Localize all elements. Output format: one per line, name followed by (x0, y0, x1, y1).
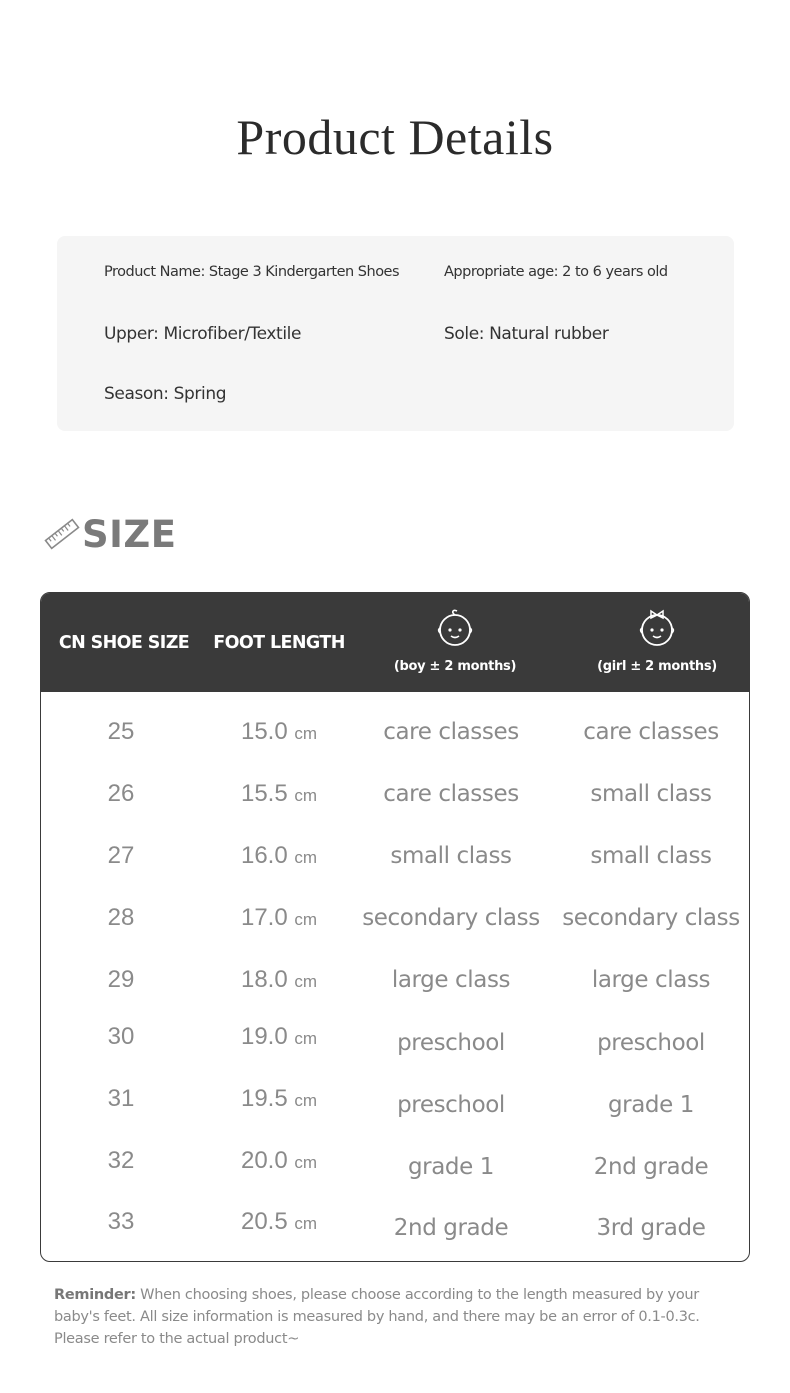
cell-length (201, 1191, 357, 1253)
cell-girl-class: small class (590, 781, 712, 807)
reminder-note (54, 1284, 744, 1350)
length-value: 15.0 (240, 718, 288, 745)
cell-length (201, 1006, 357, 1068)
cell-length (201, 701, 357, 763)
sole-material: Sole: Natural rubber (444, 324, 609, 344)
reminder-label: Reminder: (54, 1287, 136, 1303)
cell-boy-class: preschool (397, 1092, 505, 1118)
length-unit: cm (294, 1029, 318, 1048)
table-row (41, 1006, 749, 1068)
cell-size: 28 (107, 904, 135, 931)
cell-length (201, 1068, 357, 1130)
cell-girl-class: small class (590, 843, 712, 869)
size-title: SIZE (82, 512, 177, 556)
header-foot-length: FOOT LENGTH (213, 632, 345, 653)
cell-girl-class: 2nd grade (593, 1154, 709, 1180)
cell-size: 33 (107, 1208, 135, 1235)
cell-length (201, 887, 357, 949)
length-unit: cm (294, 972, 318, 991)
length-unit: cm (294, 910, 318, 929)
cell-size: 26 (107, 780, 135, 807)
length-unit: cm (294, 848, 318, 867)
cell-size: 30 (107, 1023, 135, 1050)
length-value: 20.0 (240, 1147, 288, 1174)
cell-boy-class: secondary class (362, 905, 540, 931)
cell-boy-class: preschool (397, 1030, 505, 1056)
length-value: 16.0 (240, 842, 288, 869)
length-unit: cm (294, 1214, 318, 1233)
girl-age-note: (girl ± 2 months) (597, 659, 717, 674)
baby-girl-icon (637, 609, 677, 649)
cell-boy-class: care classes (383, 781, 519, 807)
product-name: Product Name: Stage 3 Kindergarten Shoes (104, 264, 400, 280)
table-row (41, 887, 749, 949)
cell-boy-class: small class (390, 843, 512, 869)
header-girl (553, 593, 750, 692)
cell-size: 31 (107, 1085, 135, 1112)
cell-length (201, 763, 357, 825)
table-row (41, 949, 749, 1011)
cell-size: 32 (107, 1147, 135, 1174)
cell-size: 29 (107, 966, 135, 993)
size-chart-table (40, 592, 750, 1262)
page-title: Product Details (236, 109, 554, 165)
table-row (41, 825, 749, 887)
cell-boy-class: 2nd grade (393, 1215, 509, 1241)
cell-girl-class: grade 1 (607, 1092, 695, 1118)
cell-length (201, 1130, 357, 1192)
length-unit: cm (294, 786, 318, 805)
length-unit: cm (294, 1153, 318, 1172)
cell-girl-class: large class (591, 967, 711, 993)
table-row (41, 701, 749, 763)
appropriate-age: Appropriate age: 2 to 6 years old (444, 264, 668, 280)
product-details-panel (57, 236, 734, 431)
length-value: 18.0 (240, 966, 288, 993)
cell-boy-class: care classes (383, 719, 519, 745)
table-header (41, 593, 749, 692)
cell-girl-class: 3rd grade (596, 1215, 706, 1241)
cell-girl-class: care classes (583, 719, 719, 745)
length-value: 19.0 (240, 1023, 288, 1050)
reminder-text: When choosing shoes, please choose according to the length measured by your baby's feet. All size information is measured by hand, and there may be an error of 0.1-0.3c. Please refer to the actual product~ (54, 1287, 700, 1347)
upper-material: Upper: Microfiber/Textile (104, 324, 302, 344)
cell-girl-class: secondary class (562, 905, 740, 931)
size-heading (44, 512, 177, 556)
cell-girl-class: preschool (597, 1030, 705, 1056)
cell-boy-class: grade 1 (407, 1154, 495, 1180)
cell-size: 27 (107, 842, 135, 869)
length-value: 20.5 (240, 1208, 288, 1235)
ruler-icon (44, 516, 80, 552)
table-row (41, 1068, 749, 1130)
table-row (41, 1130, 749, 1192)
header-cn-shoe-size: CN SHOE SIZE (58, 632, 190, 653)
length-value: 17.0 (240, 904, 288, 931)
length-unit: cm (294, 724, 318, 743)
season: Season: Spring (104, 384, 227, 404)
length-value: 15.5 (240, 780, 288, 807)
boy-age-note: (boy ± 2 months) (393, 659, 517, 674)
cell-length (201, 949, 357, 1011)
cell-size: 25 (107, 718, 135, 745)
cell-length (201, 825, 357, 887)
table-row (41, 1191, 749, 1253)
table-row (41, 763, 749, 825)
length-unit: cm (294, 1091, 318, 1110)
baby-boy-icon (435, 609, 475, 649)
length-value: 19.5 (240, 1085, 288, 1112)
header-boy (357, 593, 553, 692)
cell-boy-class: large class (391, 967, 511, 993)
